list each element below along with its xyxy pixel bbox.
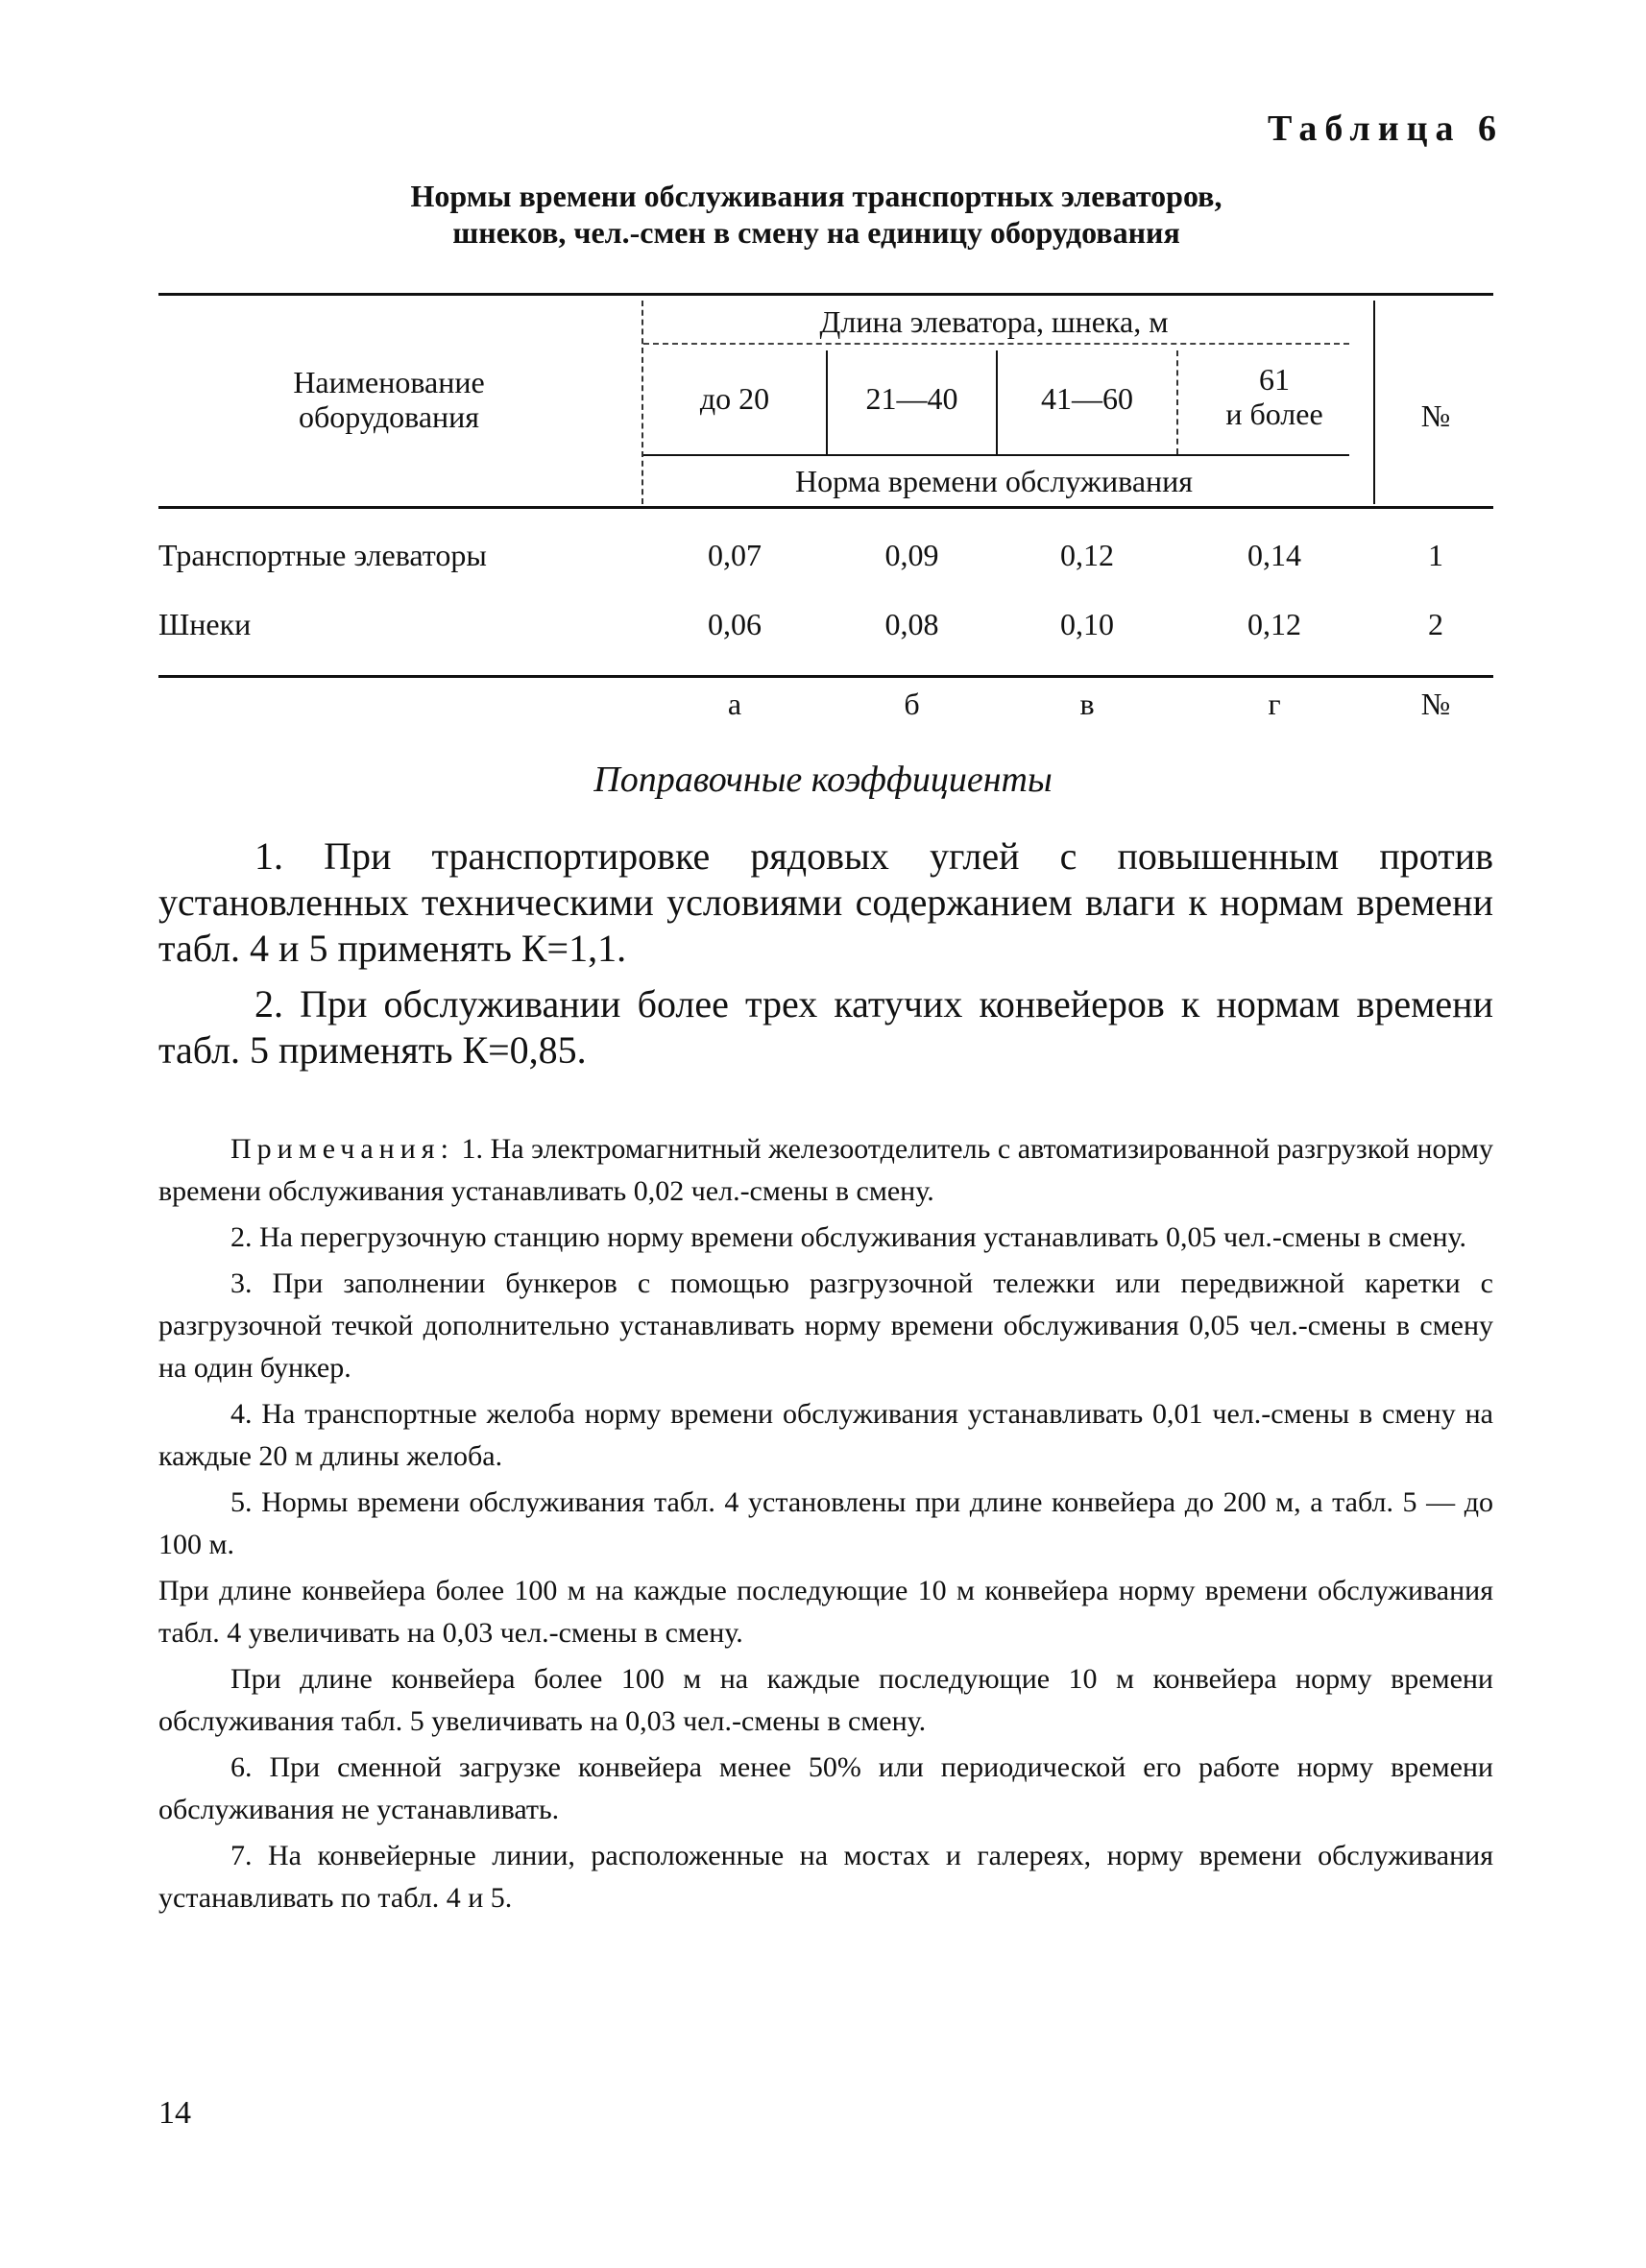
footer-letter-a: а [727,687,742,721]
norm-header-divider [643,454,1349,456]
norms-table [158,293,1493,735]
note-5: 5. Нормы времени обслуживания табл. 4 установлены при длине конвейера до 200 м, а табл. 5 — до 100 м. [158,1486,1493,1560]
row-1-number: 1 [1428,538,1443,572]
header-length-col-2: 21—40 [865,381,958,416]
header-number: № [1420,398,1451,433]
row-2-name: Шнеки [158,607,252,641]
note-5-paragraph-b: При длине конвейера более 100 м на каждые последующие 10 м конвейера норму времени обслуживания табл. 5 увеличивать на 0,03 чел.-смены в смену. [158,1663,1493,1737]
note-1-text: 1. На электромагнитный железоотделитель с автоматизированной разгрузкой норму времени обслуживания устанавливать 0,02 чел.-смены в смену. [158,1133,1493,1207]
table-title-line-2: шнеков, чел.-смен в смену на единицу оборудования [452,215,1180,250]
group-header-divider [643,343,1349,345]
header-length-col-3: 41—60 [1041,381,1133,416]
header-length-col-4: 61 и более [1225,362,1323,431]
table-body-bottom-rule [158,675,1493,678]
table-label: Таблица 6 [1267,109,1504,149]
row-2-value-3: 0,10 [1060,607,1114,641]
note-3: 3. При заполнении бункеров с помощью разгрузочной тележки или передвижной каретки с разгрузочной течкой дополнительно устанавливать норму времени обслуживания 0,05 чел.-смены в смену на один бункер. [158,1267,1493,1384]
note-2: 2. На перегрузочную станцию норму времени обслуживания устанавливать 0,05 чел.-смены в смену. [230,1221,1467,1253]
table-title [288,178,1344,251]
row-1-value-2: 0,09 [884,538,939,572]
footer-letter-b: б [904,687,920,721]
row-1-value-3: 0,12 [1060,538,1114,572]
row-2-number: 2 [1428,607,1443,641]
header-norm: Норма времени обслуживания [795,464,1193,498]
footer-number: № [1420,687,1451,721]
header-equipment: Наименование оборудования [293,365,485,434]
note-6: 6. При сменной загрузке конвейера менее 50% или периодической его работе норму времени обслуживания не устанавливать. [158,1751,1493,1825]
row-1-value-4: 0,14 [1247,538,1301,572]
notes-block [158,1128,1493,1923]
note-7: 7. На конвейерные линии, расположенные на мостах и галереях, норму времени обслуживания устанавливать по табл. 4 и 5. [158,1840,1493,1914]
correction-item-2: 2. При обслуживании более трех катучих конвейеров к нормам времени табл. 5 применять К=0,85. [158,982,1493,1072]
row-1-name: Транспортные элеваторы [158,538,487,572]
row-1-value-1: 0,07 [708,538,762,572]
table-top-rule [158,293,1493,296]
corrections-title: Поправочные коэффициенты [593,760,1053,800]
table-header-bottom-rule [158,506,1493,509]
note-5-paragraph-a: При длине конвейера более 100 м на каждые последующие 10 м конвейера норму времени обслуживания табл. 4 увеличивать на 0,03 чел.-смены в смену. [158,1575,1493,1649]
header-length-group: Длина элеватора, шнека, м [819,304,1169,339]
note-4: 4. На транспортные желоба норму времени обслуживания устанавливать 0,01 чел.-смены в смену на каждые 20 м длины желоба. [158,1398,1493,1472]
table-title-line-1: Нормы времени обслуживания транспортных элеваторов, [410,179,1222,213]
page-number: 14 [158,2095,191,2131]
correction-item-1: 1. При транспортировке рядовых углей с повышенным против установленных техническими условиями содержанием влаги к нормам времени табл. 4 и 5 применять К=1,1. [158,834,1493,970]
row-2-value-4: 0,12 [1247,607,1301,641]
header-length-col-1: до 20 [699,381,770,416]
row-2-value-1: 0,06 [708,607,762,641]
notes-heading: Примечания: [230,1133,454,1165]
number-col-divider [1373,301,1375,504]
footer-letter-g: г [1268,687,1281,721]
note-1 [158,1128,1493,1213]
footer-letter-v: в [1079,687,1095,721]
row-2-value-2: 0,08 [884,607,939,641]
